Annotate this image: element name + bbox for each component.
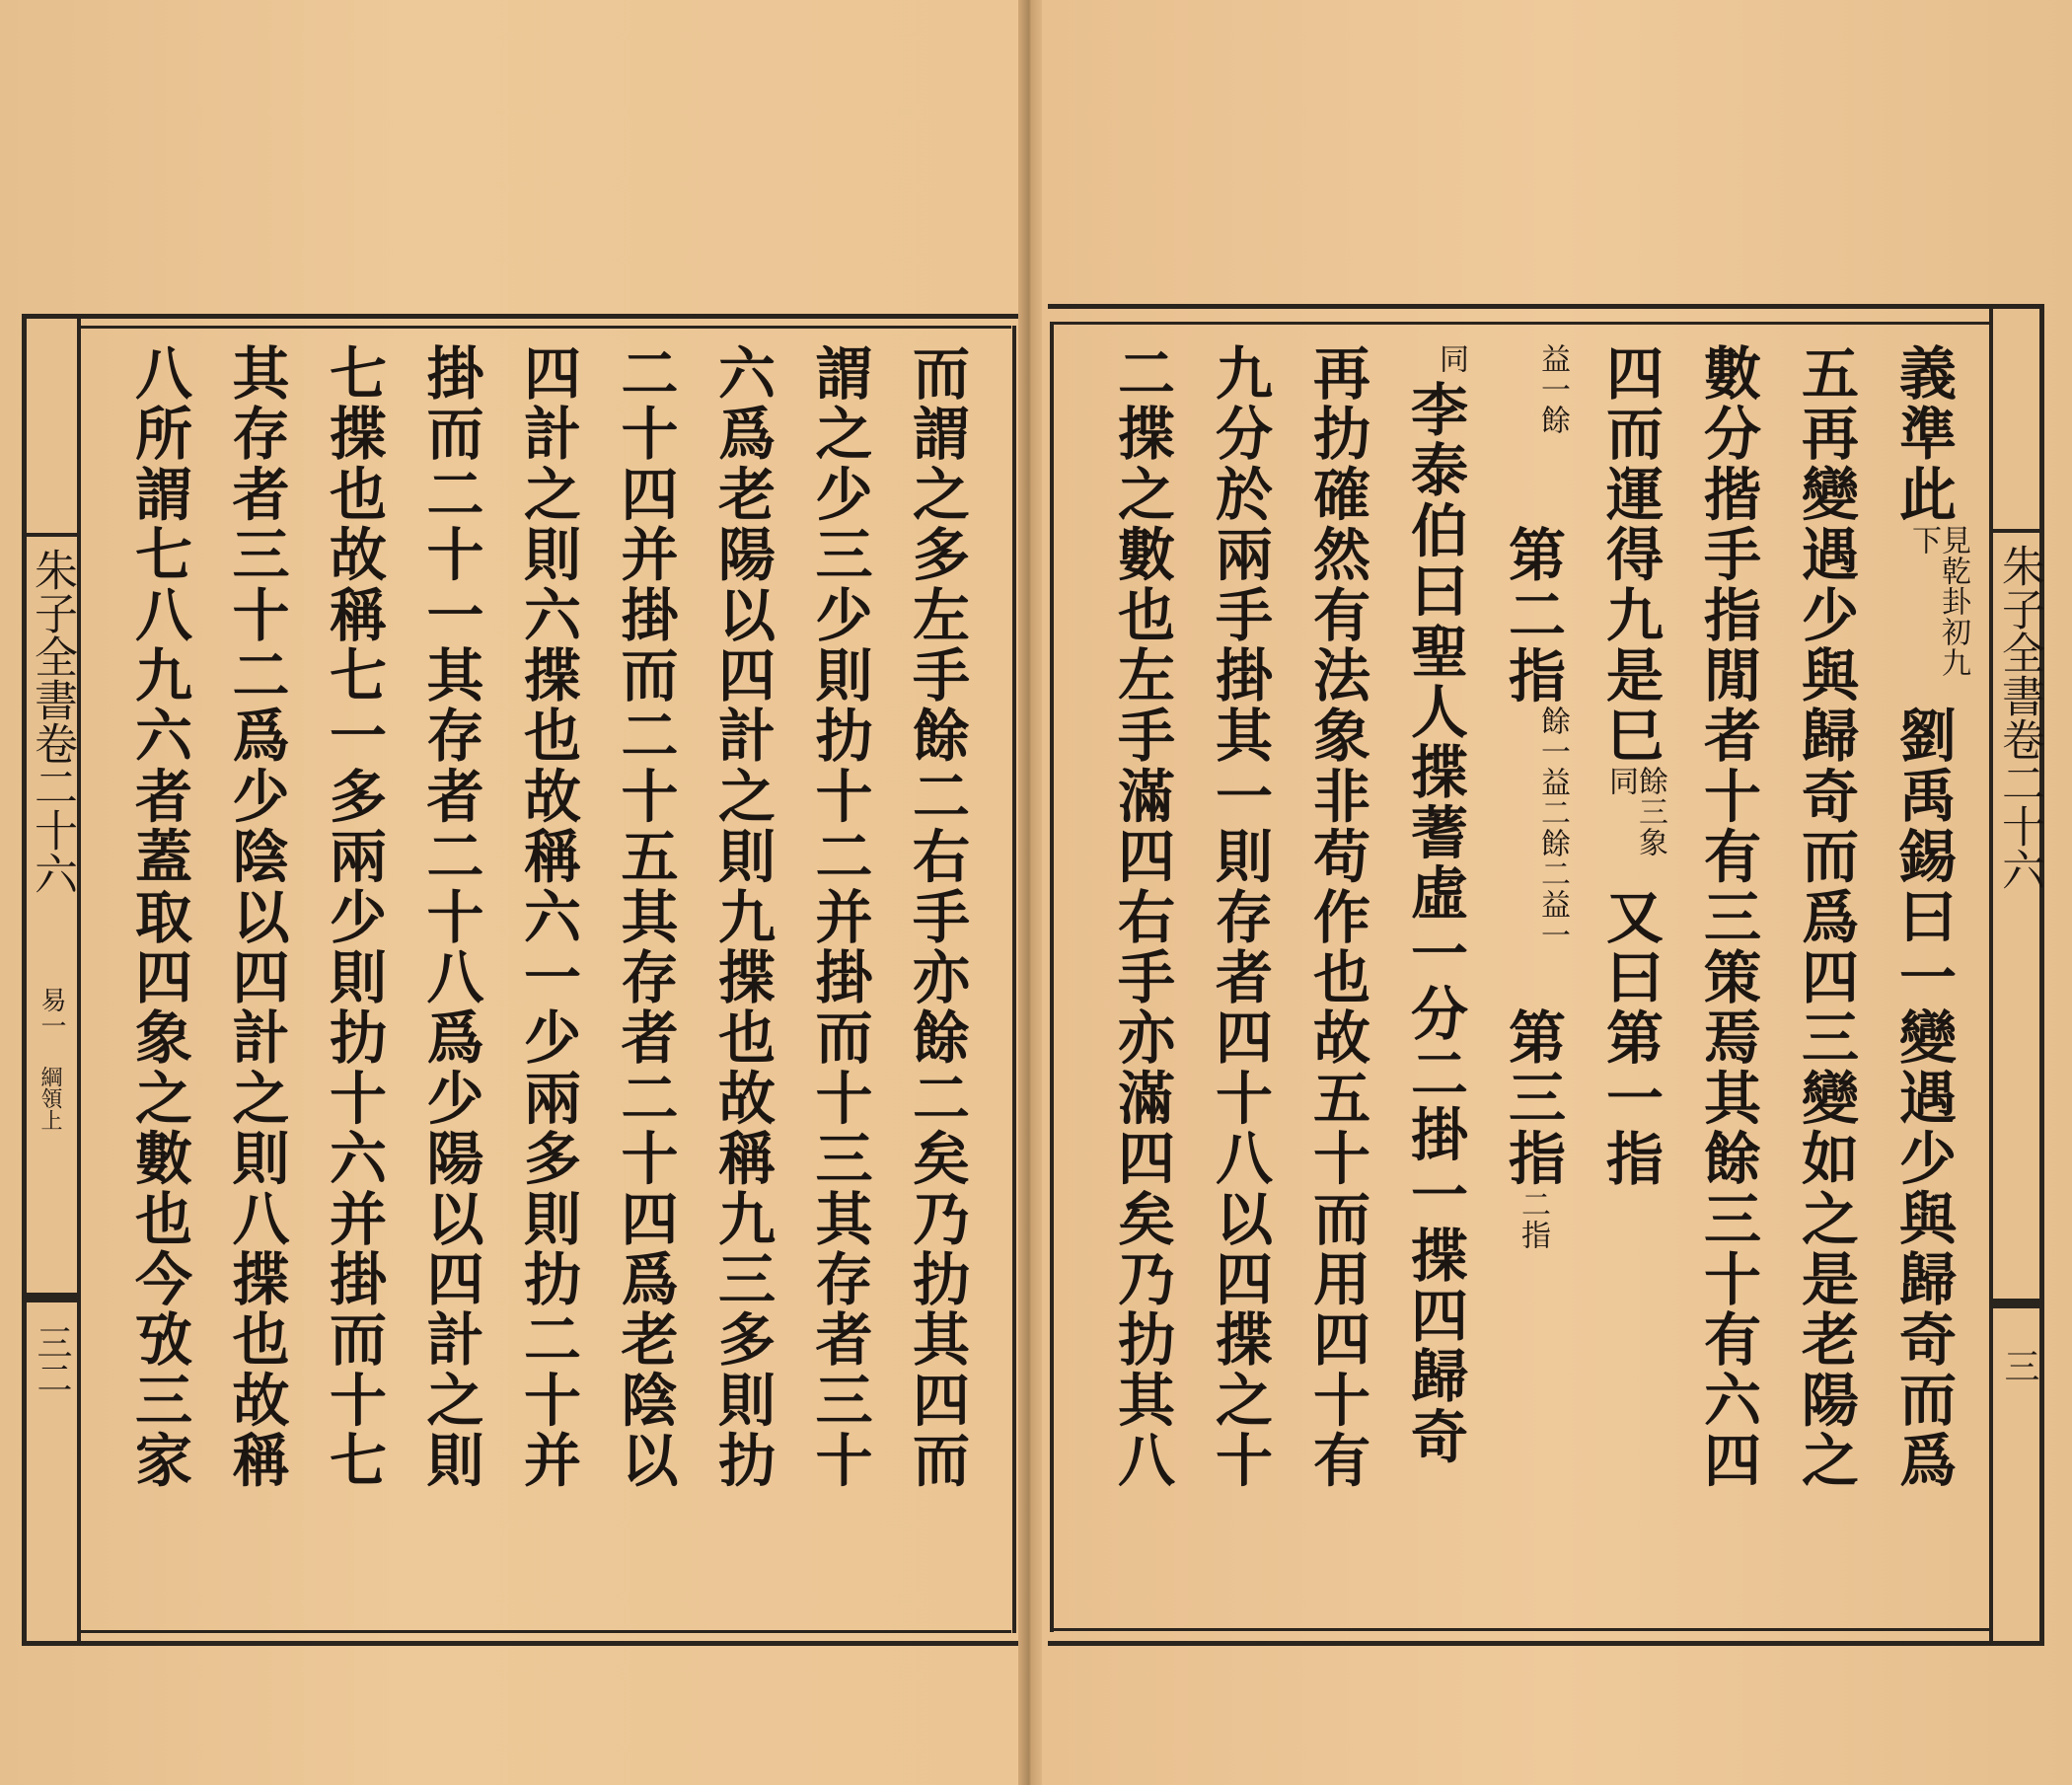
right-text-column: 五再變遇少與歸奇而爲四三變如之是老陽之 bbox=[1792, 343, 1859, 1491]
right-note-column: 餘一益二餘二益一 bbox=[1535, 706, 1570, 951]
right-fishtail-title: 朱子全書卷二十六 bbox=[1994, 544, 2044, 891]
right-frame-inner-top bbox=[1054, 322, 1991, 325]
left-fishtail-column bbox=[24, 326, 77, 1633]
left-text-column: 八所謂七八九六者蓋取四象之數也今攷三家 bbox=[125, 343, 192, 1491]
left-frame-right-edge bbox=[1012, 326, 1016, 1633]
left-text-column: 而謂之多左手餘二右手亦餘二矣乃扐其四而 bbox=[903, 343, 970, 1491]
left-frame-inner-top bbox=[79, 326, 1011, 329]
right-fishtail-top-bar bbox=[1993, 529, 2042, 533]
left-text-column: 其存者三十二爲少陰以四計之則八揲也故稱 bbox=[222, 343, 290, 1491]
right-note-column: 餘三象同 bbox=[1603, 766, 1667, 858]
right-frame-inner-bottom bbox=[1054, 1628, 1991, 1631]
left-text-column: 四計之則六揲也故稱六一少兩多則扐二十并 bbox=[514, 343, 581, 1491]
right-text-column: 二揲之數也左手滿四右手亦滿四矣乃扐其八 bbox=[1108, 343, 1175, 1491]
left-fishtail-chapter: 綱領上 bbox=[37, 1066, 62, 1131]
right-fishtail-column bbox=[1993, 322, 2042, 1632]
left-fishtail-section: 易一 bbox=[37, 987, 66, 1038]
right-text-column: 四而運得九是巳 bbox=[1596, 343, 1664, 767]
left-fishtail-divider bbox=[77, 314, 81, 1646]
left-fishtail-bottom-bar bbox=[24, 1293, 77, 1302]
right-page-number: 三 bbox=[1999, 1348, 2039, 1383]
left-fishtail-title: 朱子全書卷二十六 bbox=[27, 548, 77, 895]
left-text-column: 六爲老陽以四計之則九揲也故稱九三多則扐 bbox=[708, 343, 776, 1491]
left-frame-inner-bottom bbox=[79, 1630, 1011, 1633]
right-text-column: 第三指 bbox=[1499, 1007, 1566, 1189]
right-text-column: 李泰伯曰聖人揲蓍虛一分二掛一揲四歸奇 bbox=[1401, 379, 1468, 1467]
left-text-column: 七揲也故稱七一多兩少則扐十六并掛而十七 bbox=[320, 343, 387, 1491]
left-fishtail-top-bar bbox=[24, 533, 77, 537]
left-page-number: 三二 bbox=[32, 1324, 72, 1395]
right-note-column: 見乾卦初九下 bbox=[1906, 524, 1970, 678]
right-text-column: 再扐確然有法象非苟作也故五十而用四十有 bbox=[1303, 343, 1370, 1491]
right-text-column: 義準此 bbox=[1889, 343, 1957, 525]
right-text-column: 又曰第一指 bbox=[1596, 886, 1664, 1189]
right-note-column: 二指 bbox=[1516, 1188, 1550, 1250]
left-text-column: 掛而二十一其存者二十八爲少陽以四計之則 bbox=[416, 343, 484, 1491]
right-text-column: 第二指 bbox=[1499, 524, 1566, 707]
right-fishtail-bottom-bar bbox=[1993, 1299, 2042, 1308]
right-frame-left-edge bbox=[1050, 322, 1054, 1632]
right-note-column: 同 bbox=[1434, 343, 1468, 374]
right-text-column: 九分於兩手掛其一則存者四十八以四揲之十 bbox=[1206, 343, 1273, 1491]
right-text-column: 劉禹錫曰一變遇少與歸奇而爲 bbox=[1889, 706, 1957, 1491]
right-text-column: 數分揩手指閒者十有三策焉其餘三十有六四 bbox=[1694, 343, 1761, 1491]
book-gutter bbox=[1018, 0, 1042, 1785]
left-text-column: 謂之少三少則扐十二并掛而十三其存者三十 bbox=[805, 343, 873, 1491]
left-text-column: 二十四并掛而二十五其存者二十四爲老陰以 bbox=[611, 343, 679, 1491]
right-note-column: 益一餘 bbox=[1535, 343, 1570, 435]
